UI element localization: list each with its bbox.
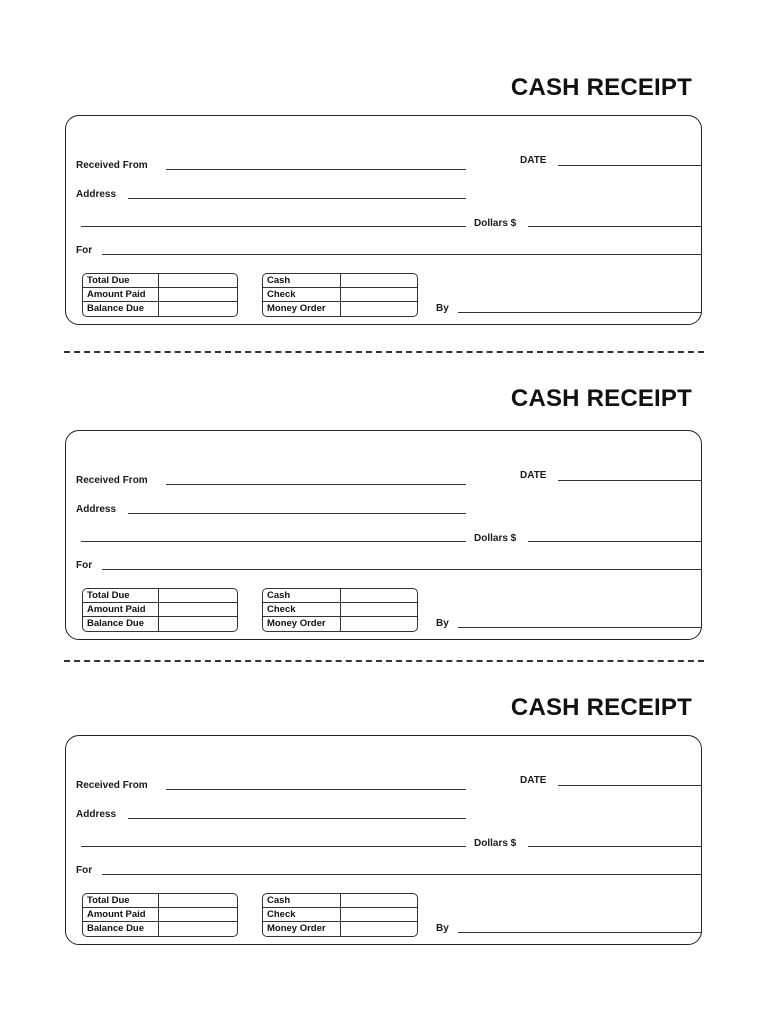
received-from-label: Received From: [76, 475, 148, 486]
for-label: For: [76, 245, 93, 256]
date-field[interactable]: [558, 165, 702, 166]
dollars-field[interactable]: [528, 846, 702, 847]
for-label: For: [76, 865, 93, 876]
address-label: Address: [76, 189, 117, 200]
total-due-field[interactable]: [159, 589, 237, 602]
date-field[interactable]: [558, 785, 702, 786]
by-label: By: [436, 618, 449, 629]
amount-paid-label: Amount Paid: [83, 288, 159, 301]
total-due-label: Total Due: [83, 894, 159, 907]
address-line-2-field[interactable]: [81, 541, 466, 542]
address-field[interactable]: [128, 513, 466, 514]
signature-field[interactable]: [458, 932, 702, 933]
dollars-field[interactable]: [528, 226, 702, 227]
amount-row-amount-paid: [83, 908, 237, 922]
payment-method-table: [262, 893, 418, 937]
balance-due-label: Balance Due: [83, 617, 159, 631]
amount-row-total-due: [83, 589, 237, 603]
money-order-field[interactable]: [341, 302, 417, 316]
amount-paid-label: Amount Paid: [83, 603, 159, 616]
balance-due-label: Balance Due: [83, 302, 159, 316]
address-line-2-field[interactable]: [81, 846, 466, 847]
money-order-label: Money Order: [263, 302, 341, 316]
payment-method-table: [262, 588, 418, 632]
received-from-field[interactable]: [166, 169, 466, 170]
received-from-field[interactable]: [166, 484, 466, 485]
amount-row-total-due: [83, 274, 237, 288]
date-label: DATE: [520, 775, 547, 786]
cut-line: [64, 660, 704, 662]
method-row-check: [263, 908, 417, 922]
balance-due-field[interactable]: [159, 617, 237, 631]
total-due-label: Total Due: [83, 589, 159, 602]
balance-due-label: Balance Due: [83, 922, 159, 936]
amount-row-amount-paid: [83, 288, 237, 302]
amount-paid-field[interactable]: [159, 603, 237, 616]
check-label: Check: [263, 603, 341, 616]
payment-method-table: [262, 273, 418, 317]
cash-field[interactable]: [341, 589, 417, 602]
receipt-title: CASH RECEIPT: [510, 74, 692, 101]
cash-label: Cash: [263, 274, 341, 287]
amount-row-balance-due: [83, 302, 237, 316]
money-order-label: Money Order: [263, 617, 341, 631]
for-field[interactable]: [102, 254, 702, 255]
method-row-check: [263, 288, 417, 302]
address-field[interactable]: [128, 818, 466, 819]
date-label: DATE: [520, 470, 547, 481]
signature-field[interactable]: [458, 627, 702, 628]
for-field[interactable]: [102, 569, 702, 570]
method-row-cash: [263, 894, 417, 908]
balance-due-field[interactable]: [159, 302, 237, 316]
cash-label: Cash: [263, 589, 341, 602]
receipt-title: CASH RECEIPT: [510, 385, 692, 412]
receipt-form: [65, 115, 702, 325]
balance-due-field[interactable]: [159, 922, 237, 936]
amounts-table: [82, 893, 238, 937]
dollars-label: Dollars $: [474, 218, 517, 229]
for-field[interactable]: [102, 874, 702, 875]
dollars-field[interactable]: [528, 541, 702, 542]
cash-field[interactable]: [341, 894, 417, 907]
method-row-check: [263, 603, 417, 617]
amounts-table: [82, 273, 238, 317]
method-row-money-order: [263, 617, 417, 631]
address-label: Address: [76, 504, 117, 515]
method-row-cash: [263, 274, 417, 288]
amount-row-total-due: [83, 894, 237, 908]
address-field[interactable]: [128, 198, 466, 199]
method-row-money-order: [263, 302, 417, 316]
method-row-money-order: [263, 922, 417, 936]
amounts-table: [82, 588, 238, 632]
for-label: For: [76, 560, 93, 571]
cash-field[interactable]: [341, 274, 417, 287]
receipt-form: [65, 430, 702, 640]
date-field[interactable]: [558, 480, 702, 481]
receipt-form: [65, 735, 702, 945]
amount-row-balance-due: [83, 617, 237, 631]
method-row-cash: [263, 589, 417, 603]
receipt-title: CASH RECEIPT: [510, 694, 692, 721]
address-label: Address: [76, 809, 117, 820]
by-label: By: [436, 303, 449, 314]
check-field[interactable]: [341, 288, 417, 301]
check-label: Check: [263, 288, 341, 301]
amount-paid-field[interactable]: [159, 288, 237, 301]
by-label: By: [436, 923, 449, 934]
check-field[interactable]: [341, 603, 417, 616]
amount-row-amount-paid: [83, 603, 237, 617]
dollars-label: Dollars $: [474, 838, 517, 849]
money-order-label: Money Order: [263, 922, 341, 936]
address-line-2-field[interactable]: [81, 226, 466, 227]
total-due-field[interactable]: [159, 274, 237, 287]
date-label: DATE: [520, 155, 547, 166]
check-label: Check: [263, 908, 341, 921]
amount-paid-field[interactable]: [159, 908, 237, 921]
cut-line: [64, 351, 704, 353]
amount-row-balance-due: [83, 922, 237, 936]
money-order-field[interactable]: [341, 617, 417, 631]
check-field[interactable]: [341, 908, 417, 921]
total-due-label: Total Due: [83, 274, 159, 287]
received-from-label: Received From: [76, 780, 148, 791]
cash-label: Cash: [263, 894, 341, 907]
received-from-label: Received From: [76, 160, 148, 171]
dollars-label: Dollars $: [474, 533, 517, 544]
total-due-field[interactable]: [159, 894, 237, 907]
received-from-field[interactable]: [166, 789, 466, 790]
signature-field[interactable]: [458, 312, 702, 313]
amount-paid-label: Amount Paid: [83, 908, 159, 921]
money-order-field[interactable]: [341, 922, 417, 936]
